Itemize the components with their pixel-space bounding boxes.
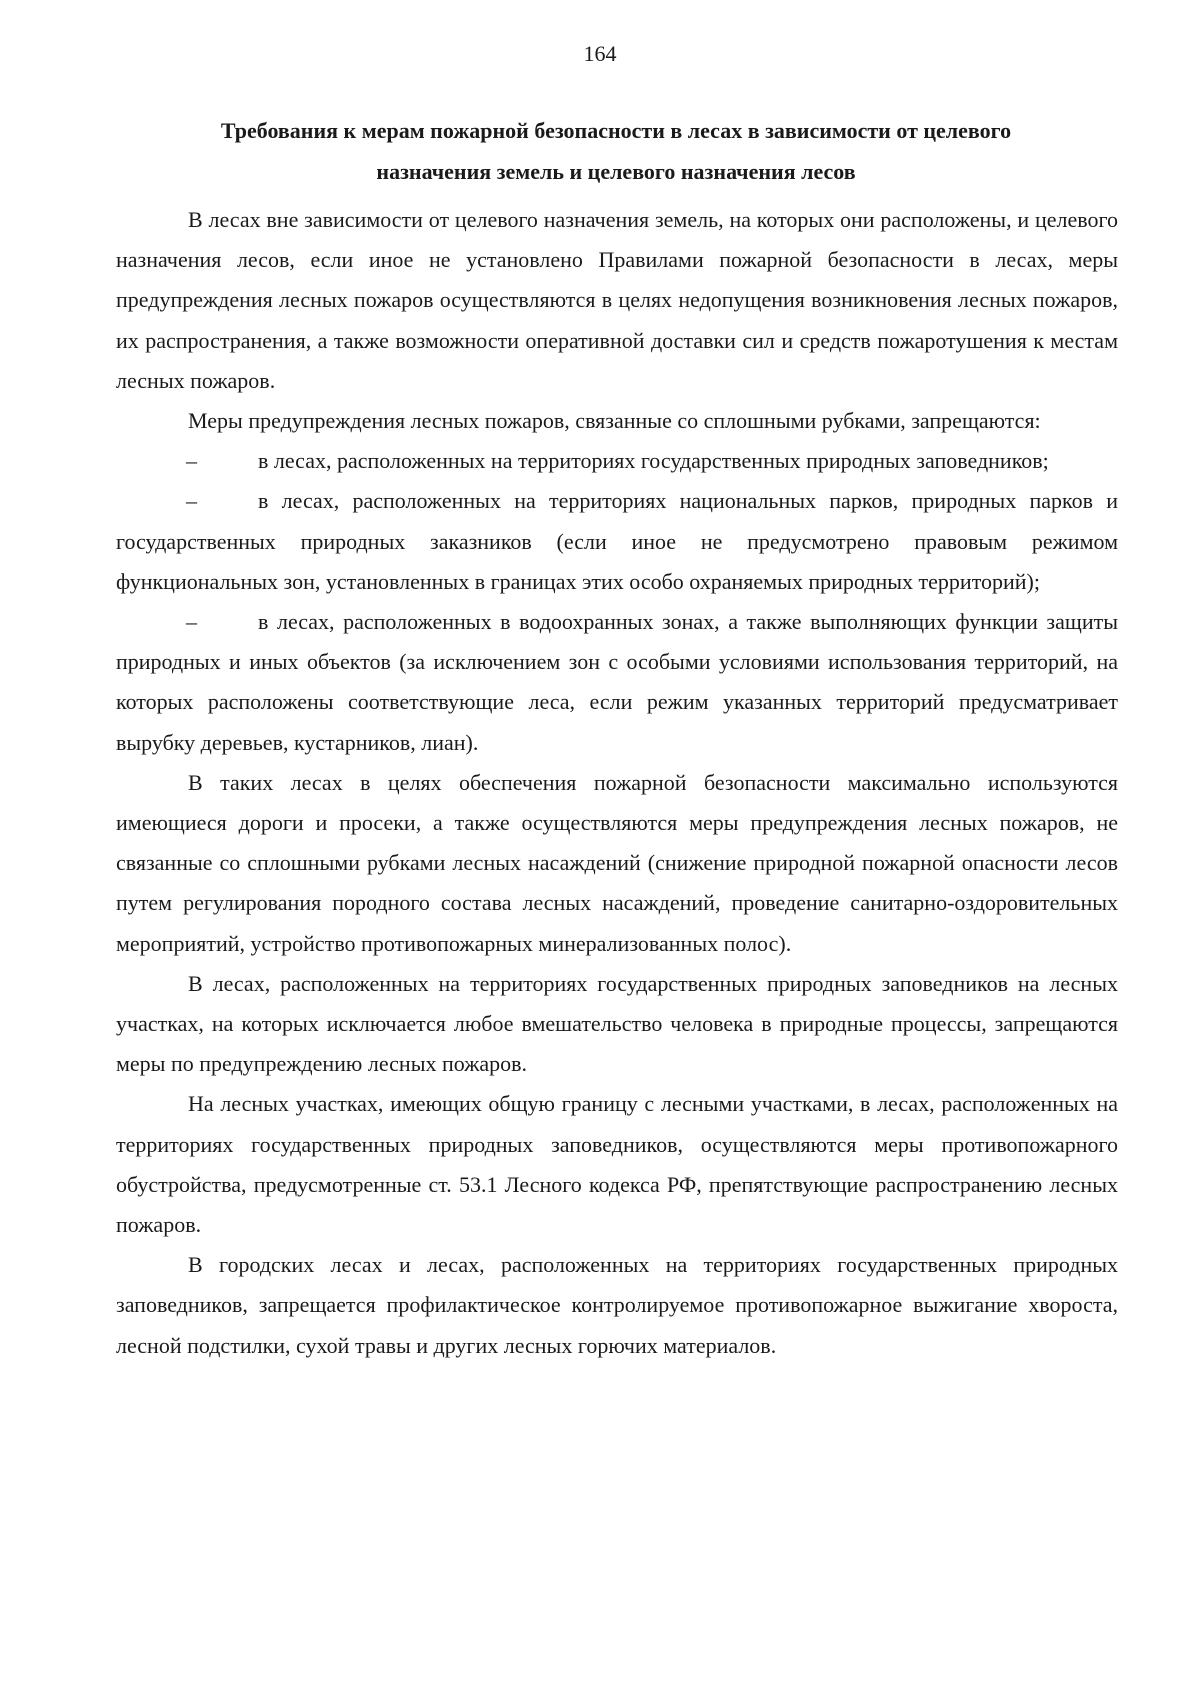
list-item-text: в лесах, расположенных на территориях национальных парков, природных парков и государственных природных заказников (если иное не предусмотрено правовым режимом функциональных зон, установленных в границах этих особо охраняемых природных территорий); [116,488,1118,594]
page-number: 164 [583,41,617,66]
list-item [116,481,1118,602]
list-item [116,441,1118,481]
section-title [116,110,1116,192]
bullet-marker: – [186,448,197,474]
paragraph: В таких лесах в целях обеспечения пожарной безопасности максимально используются имеющиеся дороги и просеки, а также осуществляются меры предупреждения лесных пожаров, не связанные со сплошными рубками лесных насаждений (снижение природной пожарной опасности лесов путем регулирования породного состава лесных насаждений, проведение санитарно-оздоровительных мероприятий, устройство противопожарных минерализованных полос). [116,769,1118,956]
paragraph: В лесах, расположенных на территориях государственных природных заповедников на лесных участках, на которых исключается любое вмешательство человека в природные процессы, запрещаются меры по предупреждению лесных пожаров. [116,970,1118,1077]
list-item [116,602,1118,763]
bullet-marker: – [186,488,197,514]
document-body [116,200,1118,1366]
section-title-line-1: Требования к мерам пожарной безопасности в лесах в зависимости от целевого [220,118,1012,143]
paragraph: В городских лесах и лесах, расположенных на территориях государственных природных заповедников, запрещается профилактическое контролируемое противопожарное выжигание хвороста, лесной подстилки, сухой травы и других лесных горючих материалов. [116,1252,1118,1358]
paragraph: Меры предупреждения лесных пожаров, связанные со сплошными рубками, запрещаются: [188,408,1041,434]
paragraph: На лесных участках, имеющих общую границу с лесными участками, в лесах, расположенных на территориях государственных природных заповедников, осуществляются меры противопожарного обустройства, предусмотренные ст. 53.1 Лесного кодекса РФ, препятствующие распространению лесных пожаров. [116,1091,1118,1238]
bullet-marker: – [186,609,197,635]
list-item-text: в лесах, расположенных в водоохранных зонах, а также выполняющих функции защиты природных и иных объектов (за исключением зон с особыми условиями использования территорий, на которых расположены соответствующие леса, если режим указанных территорий предусматривает вырубку деревьев, кустарников, лиан). [116,609,1118,755]
paragraph: В лесах вне зависимости от целевого назначения земель, на которых они расположены, и целевого назначения лесов, если иное не установлено Правилами пожарной безопасности в лесах, меры предупреждения лесных пожаров осуществляются в целях недопущения возникновения лесных пожаров, их распространения, а также возможности оперативной доставки сил и средств пожаротушения к местам лесных пожаров. [116,207,1118,393]
section-title-line-2: назначения земель и целевого назначения лесов [376,159,856,184]
list-item-text: в лесах, расположенных на территориях государственных природных заповедников; [258,448,1049,474]
